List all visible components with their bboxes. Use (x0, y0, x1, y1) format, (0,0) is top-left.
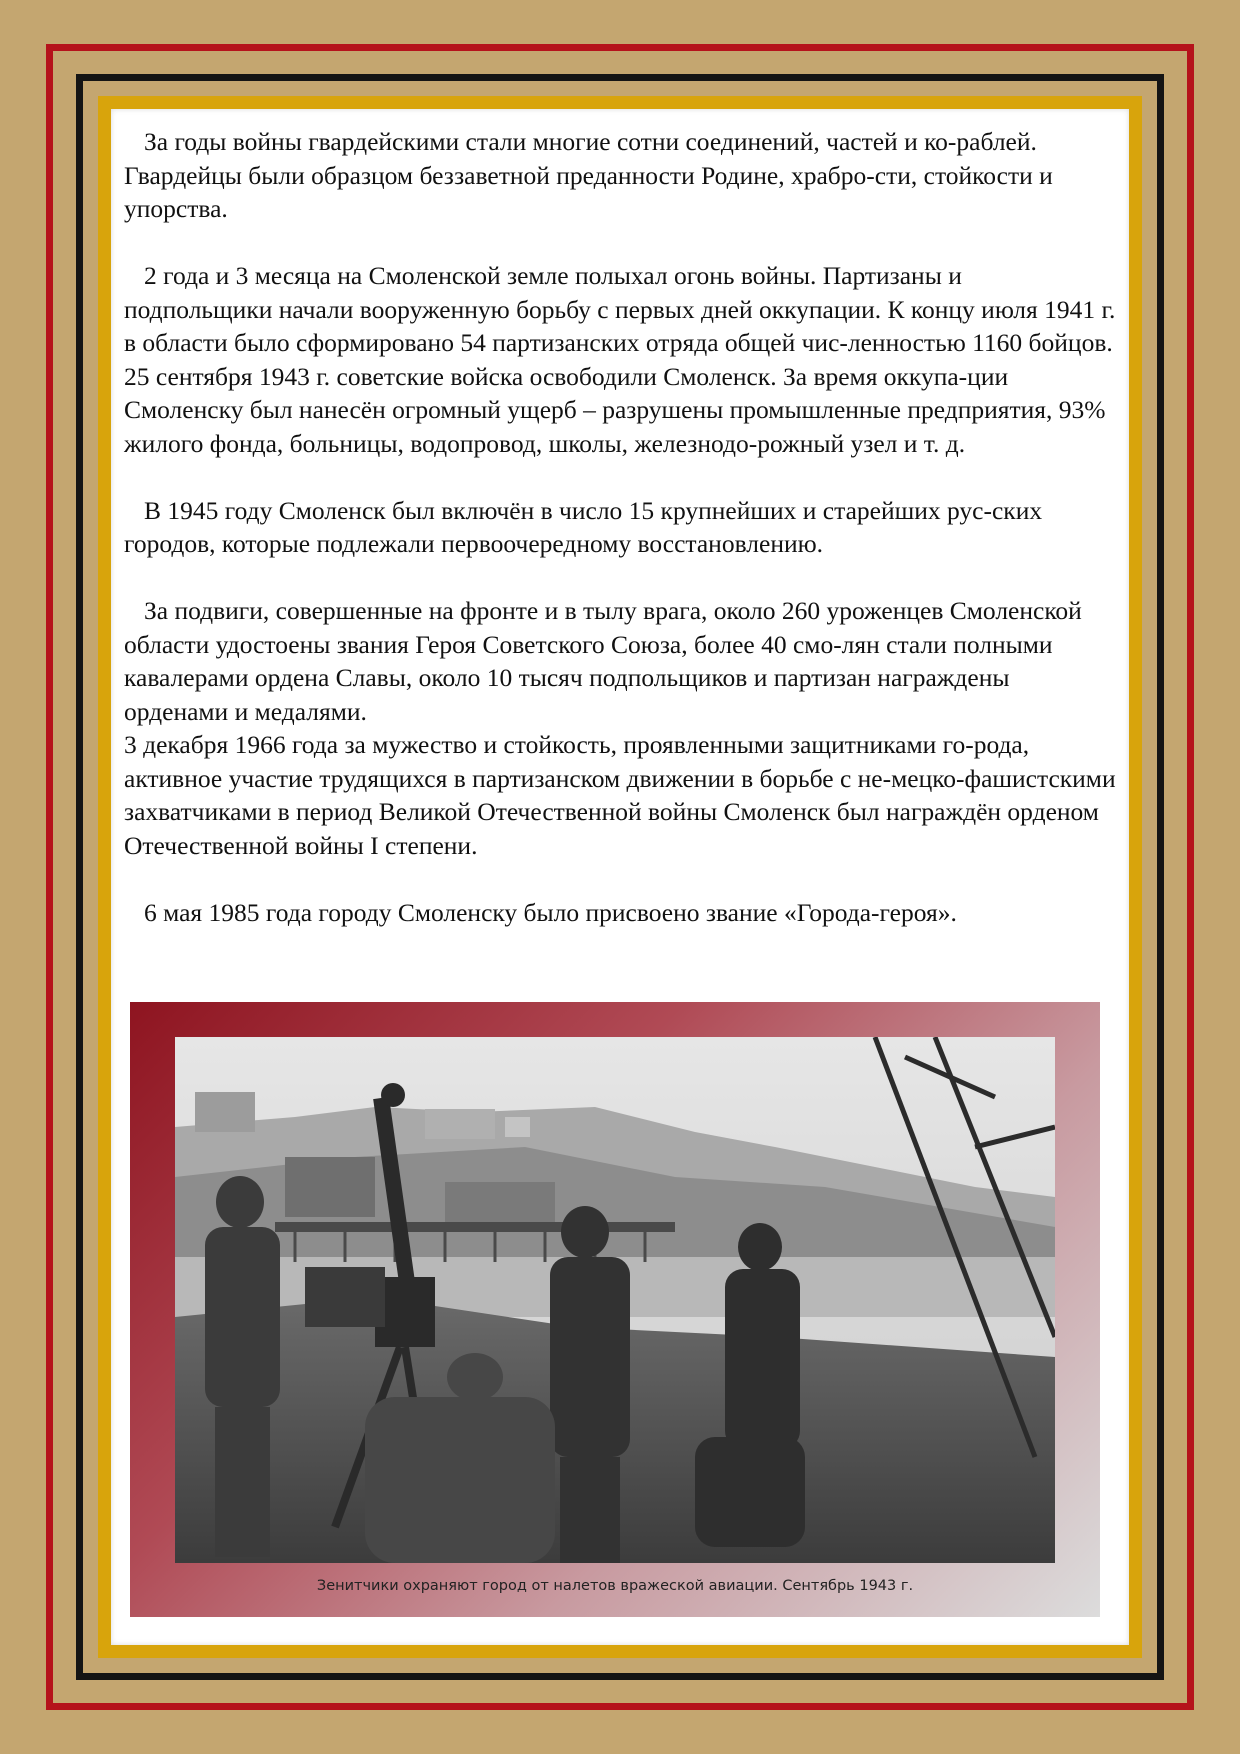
paragraph-gap (124, 561, 1116, 595)
war-photo (175, 1037, 1055, 1563)
paragraph: За подвиги, совершенные на фронте и в тылу врага, около 260 уроженцев Смоленской области удостоены звания Героя Советского Союза, более 40 смо-лян стали полными кавалерами ордена Славы, около 10 тысяч подпольщиков и партизан награждены орденами и медалями. (124, 596, 1082, 726)
photo-caption: Зенитчики охраняют город от налетов вражеской авиации. Сентябрь 1943 г. (316, 1578, 914, 1594)
photo-panel (130, 1002, 1100, 1617)
article-text (124, 125, 1116, 929)
paragraph: 2 года и 3 месяца на Смоленской земле полыхал огонь войны. Партизаны и подпольщики начали вооруженную борьбу с первых дней оккупации. К концу июля 1941 г. в области было сформировано 54 партизанских отряда общей чис-ленностью 1160 бойцов. (124, 261, 1116, 357)
paragraph-gap (124, 862, 1116, 896)
paragraph: 6 мая 1985 года городу Смоленску было присвоено звание «Города-героя». (144, 897, 957, 927)
paragraph: В 1945 году Смоленск был включён в число 15 крупнейших и старейших рус-ских городов, которые подлежали первоочередному восстановлению. (124, 495, 1043, 558)
paragraph-gap (124, 226, 1116, 260)
paragraph: 3 декабря 1966 года за мужество и стойкость, проявленными защитниками го-рода, активное участие трудящихся в партизанском движении в борьбе с не-мецко-фашистскими захватчиками в период Великой Отечественной войны Смоленск был награждён орденом Отечественной войны I степени. (124, 730, 1116, 860)
paragraph: За годы войны гвардейскими стали многие сотни соединений, частей и ко-раблей. Гвардейцы были образцом беззаветной преданности Родине, храбро-сти, стойкости и упорства. (124, 127, 1053, 223)
photo-illustration (175, 1037, 1055, 1563)
paragraph-gap (124, 460, 1116, 494)
paragraph: 25 сентября 1943 г. советские войска освободили Смоленск. За время оккупа-ции Смоленску был нанесён огромный ущерб – разрушены промышленные предприятия, 93% жилого фонда, больницы, водопровод, школы, железнодо-рожный узел и т. д. (124, 361, 1106, 458)
